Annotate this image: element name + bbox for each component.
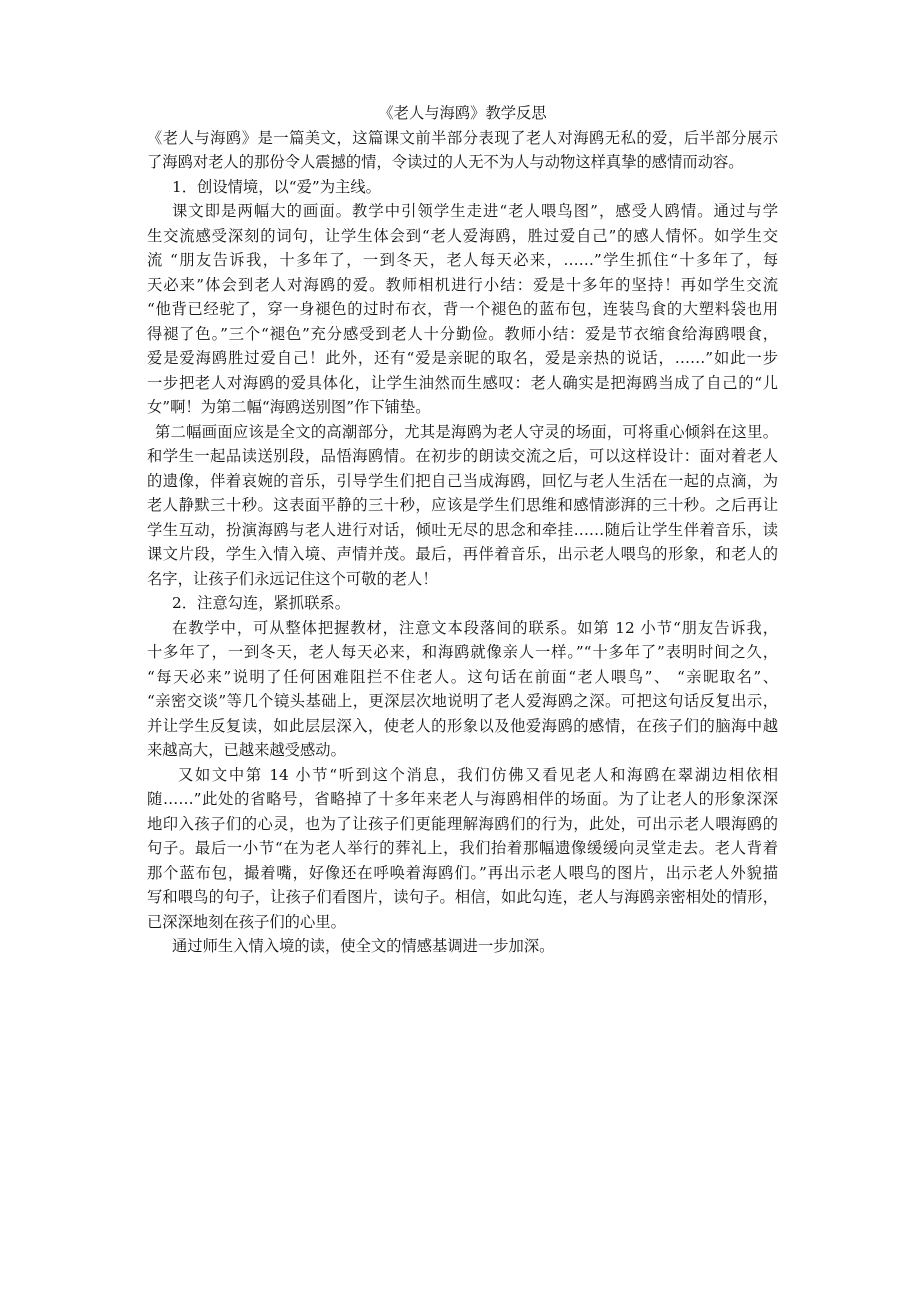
text-line: 老人静默三十秒。这表面平静的三十秒，应该是学生们思维和感情澎湃的三十秒。之后再让: [147, 496, 778, 514]
text-line: “亲密交谈”等几个镜头基础上，更深层次地说明了老人爱海鸥之深。可把这句话反复出示，: [147, 692, 778, 710]
text-line: 并让学生反复读，如此层层深入，使老人的形象以及他爱海鸥的感情，在孩子们的脑海中越: [147, 716, 778, 735]
text-line: 流 “朋友告诉我，十多年了，一到冬天，老人每天必来，……”学生抓住“十多年了，每: [147, 251, 778, 269]
text-line: 2．注意勾连，紧抓联系。: [172, 594, 350, 612]
text-line: 名字，让孩子们永远记住这个可敬的老人！: [147, 569, 438, 588]
section-heading-2: [147, 591, 778, 616]
document-title: 《老人与海鸥》教学反思: [378, 104, 547, 122]
text-line: 的遗像，伴着哀婉的音乐，引导学生们把自己当成海鸥，回忆与老人生活在一起的点滴，为: [147, 471, 778, 490]
text-line: 1．创设情境，以“爱”为主线。: [172, 177, 381, 196]
text-line: 通过师生入情入境的读，使全文的情感基调进一步加深。: [172, 937, 555, 955]
text-line: 女”啊！为第二幅“海鸥送别图”作下铺垫。: [147, 398, 431, 416]
text-line: 《老人与海鸥》是一篇美文，这篇课文前半部分表现了老人对海鸥无私的爱，后半部分展示: [147, 128, 778, 147]
text-line: 又如文中第 14 小节“听到这个消息，我们仿佛又看见老人和海鸥在翠湖边相依相: [178, 765, 778, 784]
text-line: 来越高大，已越来越受感动。: [147, 741, 346, 759]
text-line: “每天必来”说明了任何困难阻拦不住老人。这句话在前面“老人喂鸟”、 “亲昵取名”、: [147, 667, 778, 686]
text-line: 句子。最后一小节“在为老人举行的葬礼上，我们抬着那幅遗像缓缓向灵堂走去。老人背着: [147, 839, 778, 857]
paragraph: [147, 616, 778, 763]
text-line: 地印入孩子们的心灵，也为了让孩子们更能理解海鸥们的行为，此处，可出示老人喂海鸥的: [147, 814, 778, 833]
paragraph: [147, 763, 778, 935]
text-line: “他背已经驼了，穿一身褪色的过时布衣，背一个褪色的蓝布包，连装鸟食的大塑料袋也用: [147, 300, 778, 318]
text-line: 一步把老人对海鸥的爱具体化，让学生油然而生感叹：老人确实是把海鸥当成了自己的“儿: [147, 373, 778, 392]
text-line: 学生互动，扮演海鸥与老人进行对话，倾吐无尽的思念和牵挂……随后让学生伴着音乐，读: [147, 520, 778, 539]
paragraph: [147, 420, 778, 592]
intro-paragraph: [147, 126, 778, 175]
document-page: [147, 101, 778, 959]
section-heading-1: [147, 175, 778, 200]
text-line: 爱是爱海鸥胜过爱自己！此外，还有“爱是亲昵的取名，爱是亲热的说话，……”如此一步: [147, 349, 778, 367]
text-line: 得褪了色。”三个“褪色”充分感受到老人十分勤俭。教师小结：爱是节衣缩食给海鸥喂食，: [147, 324, 778, 343]
text-line: 写和喂鸟的句子，让孩子们看图片，读句子。相信，如此勾连，老人与海鸥亲密相处的情形，: [147, 888, 778, 906]
text-line: 已深深地刻在孩子们的心里。: [147, 912, 346, 931]
text-line: 第二幅画面应该是全文的高潮部分，尤其是海鸥为老人守灵的场面，可将重心倾斜在这里。: [155, 422, 778, 441]
text-line: 那个蓝布包，撮着嘴，好像还在呼唤着海鸥们。”再出示老人喂鸟的图片，出示老人外貌描: [147, 863, 778, 882]
closing-paragraph: [147, 934, 778, 959]
text-line: 课文即是两幅大的画面。教学中引领学生走进“老人喂鸟图”，感受人鸥情。通过与学: [172, 202, 778, 220]
text-line: 和学生一起品读送别段，品悟海鸥情。在初步的朗读交流之后，可以这样设计：面对着老人: [147, 447, 778, 465]
text-line: 在教学中，可从整体把握教材，注意文本段落间的联系。如第 12 小节“朋友告诉我，: [172, 618, 778, 637]
text-line: 了海鸥对老人的那份令人震撼的情，令读过的人无不为人与动物这样真挚的感情而动容。: [147, 153, 744, 171]
text-line: 生交流感受深刻的词句，让学生体会到“老人爱海鸥，胜过爱自己”的感人情怀。如学生交: [147, 226, 778, 245]
text-line: 天必来”体会到老人对海鸥的爱。教师相机进行小结：爱是十多年的坚持！再如学生交流: [147, 275, 778, 294]
paragraph: [147, 199, 778, 420]
text-line: 课文片段，学生入情入境、声情并茂。最后，再伴着音乐，出示老人喂鸟的形象，和老人的: [147, 545, 778, 563]
text-line: 十多年了，一到冬天，老人每天必来，和海鸥就像亲人一样。”“十多年了”表明时间之久，: [147, 643, 778, 661]
text-line: 随……”此处的省略号，省略掉了十多年来老人与海鸥相伴的场面。为了让老人的形象深深: [147, 790, 778, 808]
